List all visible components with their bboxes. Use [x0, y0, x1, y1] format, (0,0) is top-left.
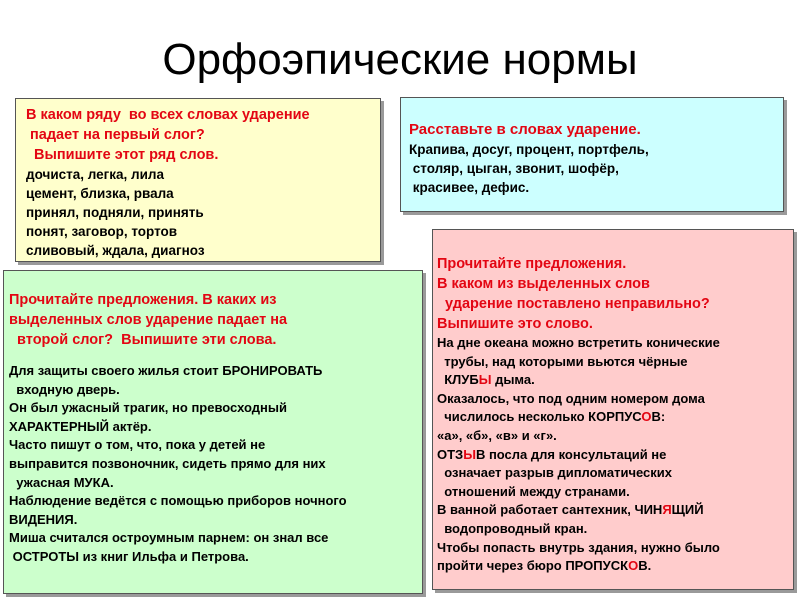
sentence-text: дыма. [491, 372, 535, 388]
stressed-letter: Ы [478, 372, 492, 388]
task-question-line: Расставьте в словах ударение. [409, 121, 641, 138]
task-question-line: В каком из выделенных слов [437, 276, 650, 292]
page-title: Орфоэпические нормы [162, 35, 638, 84]
sentence-line: водопроводный кран. [437, 520, 588, 536]
sentence-line [437, 446, 789, 465]
sentence-text: В посла для консультаций не [475, 446, 667, 462]
sentence-line: трубы, над которыми вьются чёрные [437, 353, 688, 369]
spacer [9, 350, 417, 362]
stressed-letter: Я [662, 502, 672, 518]
task-box-second-syllable [3, 270, 423, 594]
word-row: дочиста, легка, лила [26, 167, 164, 182]
task-question-line: ударение поставлено неправильно? [437, 296, 710, 312]
sentence-text: КЛУБ [437, 372, 479, 388]
sentence-text: В. [638, 558, 652, 574]
word-row: цемент, близка, рвала [26, 186, 174, 201]
sentence-line: Он был ужасный трагик, но превосходный [9, 400, 287, 416]
sentence-text: ОТЗ [437, 446, 464, 462]
sentence-line: На дне океана можно встретить конические [437, 335, 720, 350]
task-question-line: выделенных слов ударение падает на [9, 312, 288, 328]
word-row: сливовый, ждала, диагноз [26, 243, 205, 258]
sentence-line: входную дверь. [9, 381, 120, 397]
sentence-line: Оказалось, что под одним номером дома [437, 390, 705, 406]
word-line: красивее, дефис. [409, 180, 530, 195]
sentence-line: Чтобы попасть внутрь здания, нужно было [437, 539, 720, 555]
task-question-line: второй слог? Выпишите эти слова. [9, 332, 277, 348]
task-box-wrong-stress [432, 229, 794, 590]
task-question-line: Прочитайте предложения. [437, 256, 627, 272]
sentence-text: числилось несколько КОРПУС [437, 409, 642, 425]
sentence-line: ХАРАКТЕРНЫЙ актёр. [9, 418, 152, 434]
word-line: столяр, цыган, звонит, шофёр, [409, 161, 619, 176]
sentence-line [437, 371, 789, 390]
sentence-line [437, 408, 789, 427]
sentence-line: «а», «б», «в» и «г». [437, 427, 557, 443]
sentence-line: Часто пишут о том, что, пока у детей не [9, 437, 266, 453]
sentence-line: выправится позвоночник, сидеть прямо для них [9, 455, 326, 471]
sentence-line: отношений между странами. [437, 483, 630, 499]
task-box-first-syllable [15, 98, 381, 262]
task-question-line: Выпишите это слово. [437, 316, 593, 332]
word-line: Крапива, досуг, процент, портфель, [409, 142, 649, 157]
task-question-line: Прочитайте предложения. В каких из [9, 292, 277, 308]
stressed-letter: О [628, 558, 639, 574]
sentence-line [437, 557, 789, 576]
word-row: понят, заговор, тортов [26, 224, 178, 239]
sentence-line: Наблюдение ведётся с помощью приборов ночного [9, 493, 347, 509]
stressed-letter: Ы [463, 446, 476, 462]
task-question-line: падает на первый слог? [26, 127, 205, 143]
task-question-line: В каком ряду во всех словах ударение [26, 107, 310, 123]
sentence-line: Для защиты своего жилья стоит БРОНИРОВАТЬ [9, 363, 323, 378]
sentence-line: означает разрыв дипломатических [437, 465, 673, 481]
word-row: принял, подняли, принять [26, 205, 204, 220]
task-question-line: Выпишите этот ряд слов. [26, 147, 219, 163]
sentence-line: ВИДЕНИЯ. [9, 511, 78, 527]
stressed-letter: О [641, 409, 652, 425]
sentence-line: Миша считался остроумным парнем: он знал все [9, 530, 329, 546]
task-box-place-stress [400, 97, 784, 212]
sentence-text: ЩИЙ [671, 502, 704, 518]
sentence-text: пройти через бюро ПРОПУСК [437, 558, 629, 574]
sentence-text: В: [651, 409, 666, 425]
sentence-line: ОСТРОТЫ из книг Ильфа и Петрова. [9, 548, 249, 564]
sentence-line: ужасная МУКА. [9, 474, 114, 490]
sentence-text: В ванной работает сантехник, ЧИН [437, 502, 663, 518]
sentence-line [437, 501, 789, 520]
